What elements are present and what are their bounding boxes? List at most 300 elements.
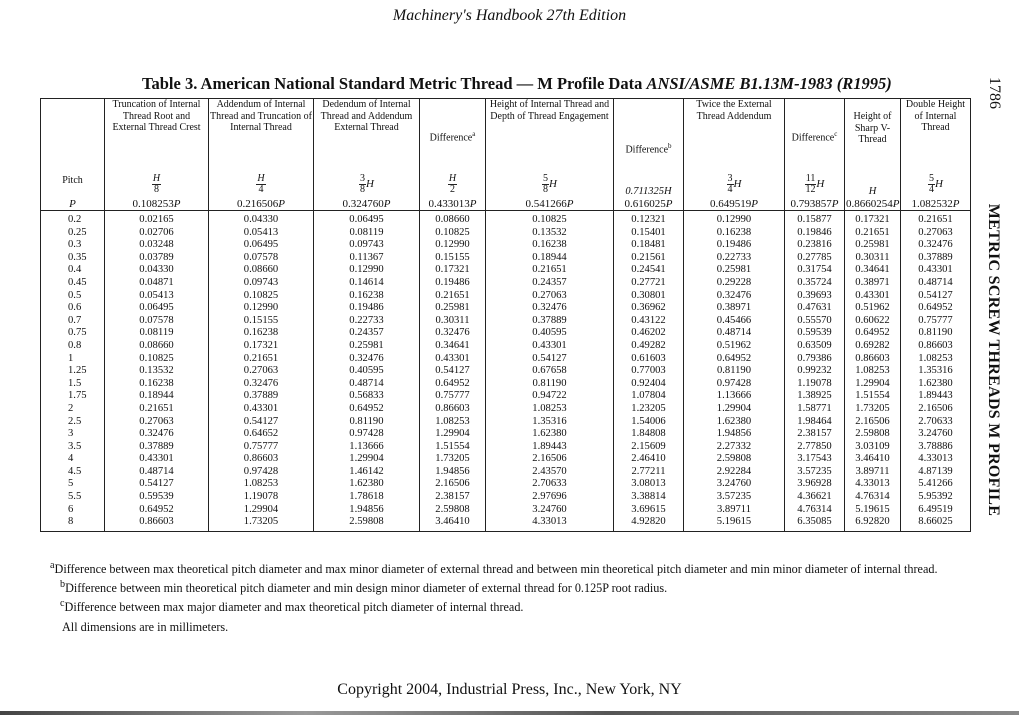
value-cell: 0.25981 (684, 264, 785, 277)
value-cell: 1.38925 (785, 390, 845, 403)
value-cell: 0.38971 (845, 277, 901, 290)
value-cell: 0.30311 (845, 252, 901, 265)
value-cell: 0.67658 (486, 365, 614, 378)
table-row (41, 277, 971, 290)
value-cell: 2.43570 (486, 466, 614, 479)
value-cell: 0.12990 (684, 211, 785, 227)
value-cell: 2.16506 (845, 416, 901, 429)
column-label: Pitch (62, 174, 83, 186)
footnote-c: $^c$Difference between max major diameter and max theoretical pitch diameter of internal thread. (60, 598, 524, 615)
pitch-cell: 4 (41, 453, 105, 466)
value-cell: 0.61603 (614, 353, 684, 366)
value-cell: 0.27063 (105, 416, 209, 429)
value-cell: 0.86603 (209, 453, 314, 466)
value-cell: 4.36621 (785, 491, 845, 504)
value-cell: 1.29904 (420, 428, 486, 441)
value-cell: 0.19486 (684, 239, 785, 252)
value-cell: 0.46202 (614, 327, 684, 340)
value-cell: 0.06495 (314, 211, 420, 227)
table-row (41, 428, 971, 441)
table-row (41, 315, 971, 328)
column-header: Double Height of Internal Thread $\frac{5}{4}$ H 1.082532P (901, 99, 971, 211)
value-cell: 0.07578 (105, 315, 209, 328)
value-cell: 2.16506 (901, 403, 971, 416)
column-label: Double Height of Internal Thread (905, 99, 966, 133)
footnote-marker: a (472, 130, 476, 139)
value-cell: 0.32476 (105, 428, 209, 441)
value-cell: 0.64952 (684, 353, 785, 366)
column-formula: 0.433013P (428, 198, 477, 210)
value-cell: 0.48714 (901, 277, 971, 290)
column-header (105, 99, 209, 211)
value-cell: 3.96928 (785, 478, 845, 491)
value-cell: 0.81190 (901, 327, 971, 340)
value-cell: 0.05413 (209, 227, 314, 240)
value-cell: 0.14614 (314, 277, 420, 290)
column-header (420, 99, 486, 211)
value-cell: 0.64952 (901, 302, 971, 315)
value-cell: 1.94856 (420, 466, 486, 479)
value-cell: 3.46410 (845, 453, 901, 466)
value-cell: 0.21651 (901, 211, 971, 227)
column-label: Addendum of Internal Thread and Truncation of Internal Thread (210, 99, 312, 133)
column-formula: 0.541266P (525, 198, 574, 210)
value-cell: 0.54127 (105, 478, 209, 491)
value-cell: 6.92820 (845, 516, 901, 531)
value-cell: 0.25981 (845, 239, 901, 252)
pitch-cell: 4.5 (41, 466, 105, 479)
value-cell: 0.43301 (420, 353, 486, 366)
value-cell: 0.77003 (614, 365, 684, 378)
value-cell: 0.16238 (486, 239, 614, 252)
table-row (41, 378, 971, 391)
value-cell: 0.15401 (614, 227, 684, 240)
value-cell: 0.39693 (785, 290, 845, 303)
table-row (41, 478, 971, 491)
value-cell: 0.51962 (684, 340, 785, 353)
value-cell: 0.34641 (845, 264, 901, 277)
table-row (41, 403, 971, 416)
value-cell: 5.41266 (901, 478, 971, 491)
value-cell: 0.86603 (901, 340, 971, 353)
value-cell: 0.10825 (486, 211, 614, 227)
column-formula: 0.8660254P (846, 198, 900, 210)
value-cell: 0.40595 (314, 365, 420, 378)
value-cell: 1.29904 (209, 504, 314, 517)
value-cell: 2.16506 (486, 453, 614, 466)
value-cell: 0.07578 (209, 252, 314, 265)
value-cell: 0.16238 (209, 327, 314, 340)
value-cell: 0.16238 (684, 227, 785, 240)
value-cell: 0.54127 (486, 353, 614, 366)
page-number: 1786 (986, 77, 1003, 109)
pitch-cell: 0.5 (41, 290, 105, 303)
value-cell: 0.48714 (105, 466, 209, 479)
table-row (41, 453, 971, 466)
value-cell: 0.12990 (420, 239, 486, 252)
pitch-cell: 0.45 (41, 277, 105, 290)
value-cell: 0.27721 (614, 277, 684, 290)
value-cell: 1.58771 (785, 403, 845, 416)
value-cell: 1.62380 (314, 478, 420, 491)
value-cell: 0.54127 (420, 365, 486, 378)
value-cell: 0.25981 (420, 302, 486, 315)
value-cell: 4.33013 (901, 453, 971, 466)
value-cell: 1.13666 (314, 441, 420, 454)
value-cell: 0.16238 (105, 378, 209, 391)
value-cell: 1.08253 (845, 365, 901, 378)
value-cell: 4.87139 (901, 466, 971, 479)
value-cell: 0.54127 (901, 290, 971, 303)
pitch-cell: 2 (41, 403, 105, 416)
value-cell: 1.94856 (314, 504, 420, 517)
value-cell: 0.18481 (614, 239, 684, 252)
value-cell: 0.38971 (684, 302, 785, 315)
table-head (41, 99, 971, 211)
pitch-cell: 0.6 (41, 302, 105, 315)
value-cell: 0.60622 (845, 315, 901, 328)
value-cell: 0.64952 (845, 327, 901, 340)
value-cell: 0.32476 (486, 302, 614, 315)
column-formula: 0.793857P (790, 198, 839, 210)
value-cell: 0.04330 (209, 211, 314, 227)
column-formula: 0.108253P (132, 198, 181, 210)
value-cell: 2.38157 (420, 491, 486, 504)
value-cell: 1.62380 (684, 416, 785, 429)
value-cell: 1.29904 (845, 378, 901, 391)
table-row (41, 390, 971, 403)
value-cell: 0.49282 (614, 340, 684, 353)
table-title (142, 74, 892, 94)
value-cell: 1.08253 (486, 403, 614, 416)
value-cell: 5.95392 (901, 491, 971, 504)
table-row (41, 504, 971, 517)
table-row (41, 227, 971, 240)
value-cell: 0.27063 (901, 227, 971, 240)
column-header (41, 99, 105, 211)
value-cell: 1.29904 (314, 453, 420, 466)
value-cell: 4.33013 (845, 478, 901, 491)
value-cell: 0.55570 (785, 315, 845, 328)
value-cell: 3.38814 (614, 491, 684, 504)
column-label: Difference$^b$ (625, 142, 672, 156)
value-cell: 0.86603 (845, 353, 901, 366)
table-row (41, 327, 971, 340)
pitch-cell: 0.4 (41, 264, 105, 277)
column-fraction: $\frac{H}{2}$ (448, 173, 457, 195)
value-cell: 0.02165 (105, 211, 209, 227)
value-cell: 0.30801 (614, 290, 684, 303)
value-cell: 0.21651 (105, 403, 209, 416)
value-cell: 4.76314 (785, 504, 845, 517)
value-cell: 0.92404 (614, 378, 684, 391)
value-cell: 0.86603 (105, 516, 209, 531)
value-cell: 0.81190 (314, 416, 420, 429)
value-cell: 0.22733 (314, 315, 420, 328)
pitch-cell: 0.3 (41, 239, 105, 252)
value-cell: 2.70633 (901, 416, 971, 429)
value-cell: 0.18944 (486, 252, 614, 265)
value-cell: 0.34641 (420, 340, 486, 353)
value-cell: 2.77211 (614, 466, 684, 479)
value-cell: 1.51554 (845, 390, 901, 403)
value-cell: 1.94856 (684, 428, 785, 441)
value-cell: 1.19078 (209, 491, 314, 504)
table-row (41, 252, 971, 265)
value-cell: 6.35085 (785, 516, 845, 531)
pitch-cell: 0.7 (41, 315, 105, 328)
value-cell: 0.75777 (209, 441, 314, 454)
value-cell: 0.43301 (209, 403, 314, 416)
value-cell: 0.30311 (420, 315, 486, 328)
value-cell: 0.03248 (105, 239, 209, 252)
value-cell: 2.27332 (684, 441, 785, 454)
value-cell: 1.73205 (209, 516, 314, 531)
column-header: Dedendum of Internal Thread and Addendum External Thread $\frac{3}{8}$ H 0.324760P (314, 99, 420, 211)
footnote-b: $^b$Difference between min theoretical pitch diameter and min design minor diameter of external thread for 0.125P root radius. (60, 579, 668, 596)
value-cell: 0.43301 (486, 340, 614, 353)
value-cell: 1.08253 (420, 416, 486, 429)
value-cell: 1.29904 (684, 403, 785, 416)
value-cell: 0.09743 (314, 239, 420, 252)
value-cell: 4.92820 (614, 516, 684, 531)
value-cell: 0.48714 (314, 378, 420, 391)
value-cell: 0.75777 (420, 390, 486, 403)
table-row (41, 516, 971, 531)
footnote-b-mark: b (60, 579, 66, 591)
value-cell: 1.35316 (901, 365, 971, 378)
value-cell: 0.25981 (314, 340, 420, 353)
value-cell: 3.57235 (684, 491, 785, 504)
value-cell: 4.76314 (845, 491, 901, 504)
value-cell: 1.19078 (785, 378, 845, 391)
value-cell: 0.97428 (209, 466, 314, 479)
value-cell: 0.12990 (209, 302, 314, 315)
value-cell: 3.69615 (614, 504, 684, 517)
value-cell: 0.03789 (105, 252, 209, 265)
value-cell: 0.17321 (209, 340, 314, 353)
value-cell: 0.64952 (314, 403, 420, 416)
value-cell: 0.17321 (845, 211, 901, 227)
value-cell: 1.89443 (486, 441, 614, 454)
value-cell: 0.21561 (614, 252, 684, 265)
table-row (41, 491, 971, 504)
value-cell: 0.08660 (420, 211, 486, 227)
value-cell: 1.84808 (614, 428, 684, 441)
value-cell: 3.57235 (785, 466, 845, 479)
value-cell: 0.81190 (684, 365, 785, 378)
value-cell: 0.21651 (420, 290, 486, 303)
pitch-cell: 3.5 (41, 441, 105, 454)
value-cell: 0.31754 (785, 264, 845, 277)
value-cell: 0.21651 (486, 264, 614, 277)
value-cell: 2.59808 (420, 504, 486, 517)
value-cell: 0.32476 (314, 353, 420, 366)
column-header (209, 99, 314, 211)
column-extra: H (868, 186, 877, 197)
column-fraction: $\frac{H}{4}$ (257, 173, 265, 195)
pitch-cell: 1.5 (41, 378, 105, 391)
pitch-cell: 1.75 (41, 390, 105, 403)
value-cell: 0.04871 (105, 277, 209, 290)
value-cell: 0.69282 (845, 340, 901, 353)
value-cell: 2.97696 (486, 491, 614, 504)
value-cell: 0.12990 (314, 264, 420, 277)
value-cell: 1.62380 (486, 428, 614, 441)
value-cell: 2.16506 (420, 478, 486, 491)
value-cell: 2.59808 (314, 516, 420, 531)
value-cell: 0.43301 (845, 290, 901, 303)
value-cell: 6.49519 (901, 504, 971, 517)
pitch-cell: 6 (41, 504, 105, 517)
value-cell: 2.59808 (845, 428, 901, 441)
value-cell: 0.59539 (785, 327, 845, 340)
table-row (41, 416, 971, 429)
value-cell: 0.64952 (105, 504, 209, 517)
value-cell: 0.35724 (785, 277, 845, 290)
value-cell: 0.04330 (105, 264, 209, 277)
value-cell: 0.86603 (420, 403, 486, 416)
value-cell: 0.24357 (314, 327, 420, 340)
value-cell: 0.79386 (785, 353, 845, 366)
value-cell: 0.56833 (314, 390, 420, 403)
value-cell: 1.73205 (845, 403, 901, 416)
value-cell: 2.59808 (684, 453, 785, 466)
value-cell: 1.73205 (420, 453, 486, 466)
column-fraction: $\frac{3}{8}$ (360, 173, 366, 195)
value-cell: 0.48714 (684, 327, 785, 340)
column-header: Height of Internal Thread and Depth of Thread Engagement $\frac{5}{8}$ H 0.541266P (486, 99, 614, 211)
column-label: Truncation of Internal Thread Root and External Thread Crest (112, 99, 201, 133)
table-title-standard: ANSI/ASME B1.13M-1983 (R1995) (646, 74, 892, 93)
table-row (41, 290, 971, 303)
value-cell: 0.51962 (845, 302, 901, 315)
column-formula: 0.649519P (710, 198, 758, 210)
pitch-cell: 0.35 (41, 252, 105, 265)
value-cell: 2.92284 (684, 466, 785, 479)
pitch-cell: 1 (41, 353, 105, 366)
value-cell: 0.21651 (845, 227, 901, 240)
column-label: Twice the External Thread Addendum (696, 99, 772, 122)
value-cell: 0.32476 (420, 327, 486, 340)
value-cell: 0.05413 (105, 290, 209, 303)
value-cell: 0.97428 (314, 428, 420, 441)
column-fraction: $\frac{3}{4}$ (727, 173, 733, 195)
value-cell: 0.15155 (420, 252, 486, 265)
table-row (41, 264, 971, 277)
column-formula: 0.616025P (624, 198, 673, 210)
value-cell: 1.54006 (614, 416, 684, 429)
value-cell: 0.18944 (105, 390, 209, 403)
value-cell: 5.19615 (684, 516, 785, 531)
value-cell: 0.54127 (209, 416, 314, 429)
value-cell: 0.12321 (614, 211, 684, 227)
table-title-main: Table 3. American National Standard Metric Thread — M Profile Data (142, 74, 647, 93)
value-cell: 1.46142 (314, 466, 420, 479)
column-header: Difference$^c$ $\frac{11}{12}$ H 0.793857P (785, 99, 845, 211)
table-row (41, 211, 971, 227)
value-cell: 0.17321 (420, 264, 486, 277)
value-cell: 3.24760 (684, 478, 785, 491)
thread-data-table (40, 98, 971, 532)
value-cell: 1.13666 (684, 390, 785, 403)
table-row (41, 353, 971, 366)
value-cell: 0.06495 (105, 302, 209, 315)
footnote-c-mark: c (60, 598, 65, 610)
value-cell: 0.64952 (420, 378, 486, 391)
value-cell: 0.10825 (105, 353, 209, 366)
table-row (41, 239, 971, 252)
side-section-title: METRIC SCREW THREADS M PROFILE (985, 203, 1002, 517)
running-header: Machinery's Handbook 27th Edition (392, 7, 627, 24)
value-cell: 0.43301 (901, 264, 971, 277)
table-body (41, 211, 971, 532)
value-cell: 3.24760 (901, 428, 971, 441)
value-cell: 0.10825 (420, 227, 486, 240)
column-header (845, 99, 901, 211)
footnotes (50, 558, 980, 635)
table-row (41, 302, 971, 315)
value-cell: 3.46410 (420, 516, 486, 531)
footnote-a: $^a$Difference between max theoretical pitch diameter and max minor diameter of external thread and between min theoretical pitch diameter and min minor diameter of internal thread. (50, 560, 938, 577)
value-cell: 0.99232 (785, 365, 845, 378)
footnote-marker: b (668, 142, 672, 151)
value-cell: 0.32476 (209, 378, 314, 391)
column-fraction: $\frac{5}{4}$ (929, 173, 935, 195)
value-cell: 5.19615 (845, 504, 901, 517)
value-cell: 1.89443 (901, 390, 971, 403)
scan-edge (0, 711, 1019, 715)
value-cell: 0.27063 (209, 365, 314, 378)
table-row (41, 365, 971, 378)
value-cell: 2.70633 (486, 478, 614, 491)
column-label: Dedendum of Internal Thread and Addendum External Thread (320, 99, 413, 133)
value-cell: 1.98464 (785, 416, 845, 429)
value-cell: 2.15609 (614, 441, 684, 454)
value-cell: 1.07804 (614, 390, 684, 403)
value-cell: 0.22733 (684, 252, 785, 265)
value-cell: 1.35316 (486, 416, 614, 429)
pitch-cell: 0.8 (41, 340, 105, 353)
value-cell: 0.75777 (901, 315, 971, 328)
copyright-footer: Copyright 2004, Industrial Press, Inc., New York, NY (337, 681, 682, 698)
value-cell: 1.51554 (420, 441, 486, 454)
value-cell: 0.23816 (785, 239, 845, 252)
column-extra: 0.711325H (625, 186, 672, 197)
pitch-cell: 0.75 (41, 327, 105, 340)
value-cell: 0.59539 (105, 491, 209, 504)
value-cell: 0.40595 (486, 327, 614, 340)
value-cell: 0.16238 (314, 290, 420, 303)
column-formula: P (69, 198, 76, 210)
pitch-cell: 0.2 (41, 211, 105, 227)
value-cell: 0.32476 (684, 290, 785, 303)
value-cell: 0.08660 (209, 264, 314, 277)
value-cell: 0.13532 (105, 365, 209, 378)
value-cell: 1.62380 (901, 378, 971, 391)
value-cell: 0.37889 (486, 315, 614, 328)
column-fraction: $\frac{H}{8}$ (152, 173, 161, 195)
value-cell: 0.15877 (785, 211, 845, 227)
value-cell: 3.78886 (901, 441, 971, 454)
value-cell: 3.08013 (614, 478, 684, 491)
value-cell: 0.15155 (209, 315, 314, 328)
pitch-cell: 1.25 (41, 365, 105, 378)
value-cell: 1.08253 (901, 353, 971, 366)
column-label: Height of Sharp V-Thread (853, 111, 892, 145)
column-formula: 0.216506P (237, 198, 285, 210)
value-cell: 0.43122 (614, 315, 684, 328)
